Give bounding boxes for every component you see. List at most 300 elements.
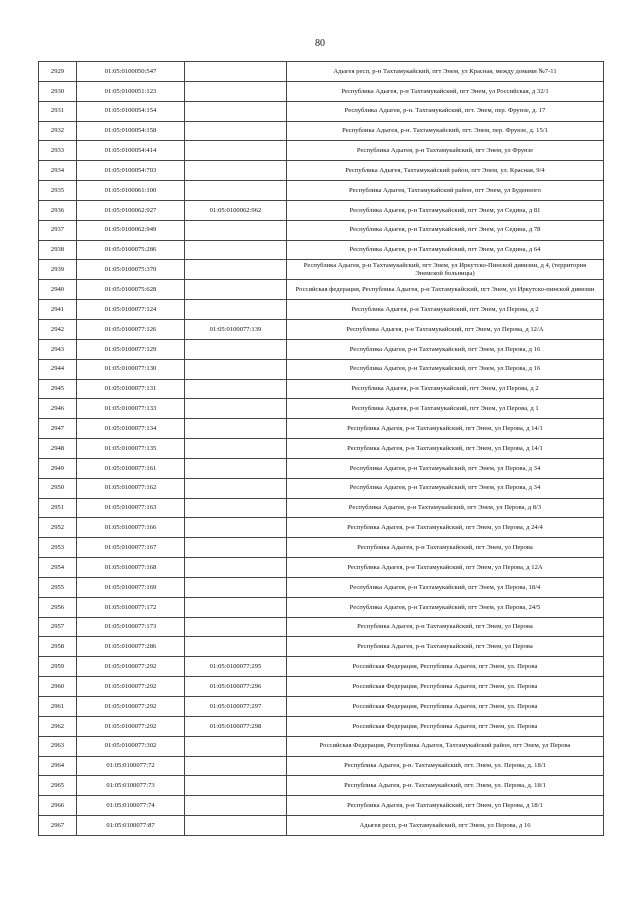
row-number-cell bbox=[39, 518, 77, 538]
row-number-cell-text: 2947 bbox=[50, 424, 65, 432]
cadastral-number-cell bbox=[77, 796, 185, 816]
address-cell-text: Республика Адыгея, р-н Тахтамукайский, пгт Энем, ул Перова, 24/5 bbox=[349, 603, 541, 611]
address-cell-text: Республика Адыгея, р-н Тахтамукайский, пгт Энем, ул Перова bbox=[357, 623, 533, 631]
row-number-cell bbox=[39, 200, 77, 220]
cadastral-number-cell bbox=[77, 637, 185, 657]
row-number-cell bbox=[39, 240, 77, 260]
address-cell-text: Республика Адыгея, р-н. Тахтамукайский, пгт. Энем, ул. Перова, д. 18/1 bbox=[344, 782, 546, 790]
row-number-cell bbox=[39, 498, 77, 518]
related-cadastral-number-cell bbox=[185, 101, 287, 121]
cadastral-number-cell bbox=[77, 597, 185, 617]
related-cadastral-number-cell bbox=[185, 81, 287, 101]
cadastral-number-cell-text: 01:05:0100077:302 bbox=[104, 742, 157, 750]
address-cell-text: Республика Адыгея, р-н Тахтамукайский, пгт Энем, ул Перова, д 14/1 bbox=[347, 424, 543, 432]
cadastral-number-cell bbox=[77, 617, 185, 637]
row-number-cell-text: 2940 bbox=[50, 286, 65, 293]
row-number-cell bbox=[39, 181, 77, 201]
address-cell bbox=[287, 697, 604, 717]
table-row bbox=[39, 220, 604, 240]
row-number-cell bbox=[39, 439, 77, 459]
related-cadastral-number-cell-text: 01:05:0100077:297 bbox=[209, 702, 262, 710]
address-cell-text: Республика Адыгея, р-н Тахтамукайский, пгт Энем, ул Перова, 18/4 bbox=[349, 583, 541, 591]
cadastral-number-cell-text: 01:05:0100051:123 bbox=[104, 87, 157, 95]
related-cadastral-number-cell bbox=[185, 62, 287, 82]
row-number-cell bbox=[39, 339, 77, 359]
address-cell-text: Российская Федерация, Республика Адыгея, Тахтамукайский район, пгт Энем, ул Перова bbox=[319, 742, 571, 750]
related-cadastral-number-cell bbox=[185, 677, 287, 697]
table-row bbox=[39, 657, 604, 677]
row-number-cell bbox=[39, 419, 77, 439]
table-row bbox=[39, 776, 604, 796]
table-row bbox=[39, 617, 604, 637]
address-cell-text: Российская федерация, Республика Адыгея, р-н Тахтамукайский, пгт Энем, ул Иркутско-пинской дивизии bbox=[295, 286, 595, 293]
cadastral-number-cell-text: 01:05:0100054:154 bbox=[104, 107, 157, 115]
address-cell-text: Республика Адыгея, р-н Тахтамукайский, пгт Энем, ул Российская, д 32/1 bbox=[341, 87, 549, 95]
row-number-cell-text: 2933 bbox=[50, 147, 65, 155]
row-number-cell-text: 2930 bbox=[50, 87, 65, 95]
row-number-cell bbox=[39, 736, 77, 756]
related-cadastral-number-cell bbox=[185, 181, 287, 201]
address-cell-text: Республика Адыгея, р-н Тахтамукайский, пгт Энем, ул Перова, д 16 bbox=[349, 345, 541, 353]
row-number-cell bbox=[39, 677, 77, 697]
cadastral-number-cell-text: 01:05:0100077:129 bbox=[104, 345, 157, 353]
address-cell bbox=[287, 637, 604, 657]
row-number-cell bbox=[39, 776, 77, 796]
address-cell-text: Российская Федерация, Республика Адыгея, пгт Энем, ул. Перова bbox=[352, 682, 538, 690]
cadastral-number-cell-text: 01:05:0100077:168 bbox=[104, 563, 157, 571]
table-row bbox=[39, 597, 604, 617]
cadastral-number-cell-text: 01:05:0100077:161 bbox=[104, 464, 157, 472]
cadastral-number-cell-text: 01:05:0100077:172 bbox=[104, 603, 157, 611]
row-number-cell-text: 2965 bbox=[50, 782, 65, 790]
address-cell-text: Республика Адыгея, Тахтамукайский район, пгт Энем, ул. Красная, 9/4 bbox=[345, 166, 545, 174]
cadastral-number-cell bbox=[77, 518, 185, 538]
related-cadastral-number-cell bbox=[185, 736, 287, 756]
row-number-cell-text: 2935 bbox=[50, 186, 65, 194]
row-number-cell bbox=[39, 796, 77, 816]
row-number-cell bbox=[39, 359, 77, 379]
cadastral-number-cell bbox=[77, 81, 185, 101]
address-cell-text: Республика Адыгея, р-н Тахтамукайский, пгт Энем, ул Перова, д 12/А bbox=[346, 325, 544, 333]
table-row bbox=[39, 280, 604, 300]
address-cell bbox=[287, 359, 604, 379]
table-row bbox=[39, 478, 604, 498]
table-row bbox=[39, 816, 604, 836]
cadastral-number-cell bbox=[77, 181, 185, 201]
row-number-cell bbox=[39, 141, 77, 161]
row-number-cell-text: 2953 bbox=[50, 543, 65, 551]
row-number-cell bbox=[39, 458, 77, 478]
address-cell bbox=[287, 478, 604, 498]
row-number-cell-text: 2943 bbox=[50, 345, 65, 353]
cadastral-number-cell-text: 01:05:0100077:162 bbox=[104, 484, 157, 492]
row-number-cell-text: 2961 bbox=[50, 702, 65, 710]
row-number-cell-text: 2952 bbox=[50, 524, 65, 532]
address-cell bbox=[287, 419, 604, 439]
cadastral-number-cell-text: 01:05:0100077:167 bbox=[104, 543, 157, 551]
address-cell-text: Республика Адыгея, р-н Тахтамукайский, пгт Энем, ул Перова, д 14/1 bbox=[347, 444, 543, 452]
cadastral-number-cell bbox=[77, 538, 185, 558]
address-cell-text: Республика Адыгея, р-н Тахтамукайский, пгт Энем, ул Перова, д 34 bbox=[349, 484, 541, 492]
cadastral-number-cell bbox=[77, 62, 185, 82]
row-number-cell-text: 2954 bbox=[50, 563, 65, 571]
related-cadastral-number-cell bbox=[185, 577, 287, 597]
table-row bbox=[39, 419, 604, 439]
address-cell bbox=[287, 458, 604, 478]
row-number-cell bbox=[39, 300, 77, 320]
address-cell bbox=[287, 161, 604, 181]
row-number-cell-text: 2941 bbox=[50, 305, 65, 313]
address-cell bbox=[287, 319, 604, 339]
related-cadastral-number-cell bbox=[185, 339, 287, 359]
row-number-cell-text: 2956 bbox=[50, 603, 65, 611]
related-cadastral-number-cell bbox=[185, 796, 287, 816]
row-number-cell-text: 2960 bbox=[50, 682, 65, 690]
cadastral-number-cell bbox=[77, 736, 185, 756]
address-cell bbox=[287, 439, 604, 459]
table-row bbox=[39, 181, 604, 201]
cadastral-number-cell-text: 01:05:0100077:133 bbox=[104, 405, 157, 413]
registry-table-body bbox=[39, 62, 604, 836]
row-number-cell-text: 2957 bbox=[50, 623, 65, 631]
address-cell bbox=[287, 62, 604, 82]
cadastral-number-cell-text: 01:05:0100075:286 bbox=[104, 246, 157, 254]
cadastral-number-cell bbox=[77, 577, 185, 597]
address-cell-text: Республика Адыгея, р-н. Тахтамукайский, пгт. Энем, ул. Перова, д. 18/1 bbox=[344, 762, 546, 770]
cadastral-number-cell bbox=[77, 200, 185, 220]
address-cell bbox=[287, 796, 604, 816]
cadastral-number-cell-text: 01:05:0100062:927 bbox=[104, 206, 157, 214]
row-number-cell bbox=[39, 577, 77, 597]
table-row bbox=[39, 359, 604, 379]
table-row bbox=[39, 736, 604, 756]
row-number-cell-text: 2949 bbox=[50, 464, 65, 472]
related-cadastral-number-cell bbox=[185, 657, 287, 677]
address-cell bbox=[287, 756, 604, 776]
cadastral-number-cell-text: 01:05:0100077:163 bbox=[104, 504, 157, 512]
cadastral-number-cell bbox=[77, 498, 185, 518]
table-row bbox=[39, 796, 604, 816]
related-cadastral-number-cell bbox=[185, 419, 287, 439]
table-row bbox=[39, 399, 604, 419]
related-cadastral-number-cell bbox=[185, 319, 287, 339]
cadastral-number-cell-text: 01:05:0100077:130 bbox=[104, 365, 157, 373]
table-row bbox=[39, 339, 604, 359]
cadastral-number-cell-text: 01:05:0100077:292 bbox=[104, 663, 157, 671]
cadastral-number-cell-text: 01:05:0100077:73 bbox=[106, 782, 155, 790]
cadastral-number-cell-text: 01:05:0100077:72 bbox=[106, 762, 155, 770]
row-number-cell-text: 2936 bbox=[50, 206, 65, 214]
address-cell-text: Республика Адыгея, р-н Тахтамукайский, пгт Энем, ул Седина, д 81 bbox=[349, 206, 541, 214]
row-number-cell-text: 2946 bbox=[50, 405, 65, 413]
cadastral-number-cell-text: 01:05:0100077:166 bbox=[104, 524, 157, 532]
cadastral-number-cell bbox=[77, 101, 185, 121]
cadastral-number-cell-text: 01:05:0100077:131 bbox=[104, 385, 157, 393]
address-cell-text: Российская Федерация, Республика Адыгея, пгт Энем, ул. Перова bbox=[352, 702, 538, 710]
cadastral-number-cell bbox=[77, 300, 185, 320]
row-number-cell-text: 2958 bbox=[50, 643, 65, 651]
row-number-cell bbox=[39, 657, 77, 677]
row-number-cell bbox=[39, 597, 77, 617]
related-cadastral-number-cell bbox=[185, 121, 287, 141]
page-number: 80 bbox=[315, 38, 325, 49]
related-cadastral-number-cell bbox=[185, 816, 287, 836]
table-row bbox=[39, 161, 604, 181]
address-cell bbox=[287, 577, 604, 597]
table-row bbox=[39, 558, 604, 578]
address-cell-text: Российская Федерация, Республика Адыгея, пгт Энем, ул. Перова bbox=[352, 663, 538, 671]
cadastral-number-cell-text: 01:05:0100075:370 bbox=[104, 266, 157, 274]
related-cadastral-number-cell bbox=[185, 538, 287, 558]
related-cadastral-number-cell bbox=[185, 141, 287, 161]
table-row bbox=[39, 716, 604, 736]
address-cell-text: Республика Адыгея, р-н Тахтамукайский, пгт Энем, ул Перова, д 8/3 bbox=[348, 504, 542, 512]
related-cadastral-number-cell-text: 01:05:0100077:298 bbox=[209, 722, 262, 730]
related-cadastral-number-cell bbox=[185, 558, 287, 578]
row-number-cell-text: 2931 bbox=[50, 107, 65, 115]
address-cell bbox=[287, 260, 604, 280]
related-cadastral-number-cell bbox=[185, 697, 287, 717]
address-cell-text: Адыгея респ, р-н Тахтамукайский, пгт Энем, ул Перова, д 16 bbox=[359, 821, 531, 829]
related-cadastral-number-cell bbox=[185, 597, 287, 617]
cadastral-number-cell-text: 01:05:0100077:124 bbox=[104, 305, 157, 313]
row-number-cell-text: 2962 bbox=[50, 722, 65, 730]
related-cadastral-number-cell-text: 01:05:0100062:962 bbox=[209, 206, 262, 214]
cadastral-number-cell bbox=[77, 260, 185, 280]
cadastral-number-cell bbox=[77, 220, 185, 240]
table-row bbox=[39, 319, 604, 339]
table-row bbox=[39, 300, 604, 320]
address-cell-text: Адыгея респ, р-н Тахтамукайский, пгт Энем, ул Красная, между домами №7-11 bbox=[333, 67, 557, 75]
table-row bbox=[39, 518, 604, 538]
address-cell bbox=[287, 776, 604, 796]
row-number-cell-text: 2951 bbox=[50, 504, 65, 512]
row-number-cell-text: 2964 bbox=[50, 762, 65, 770]
address-cell-text: Республика Адыгея, р-н Тахтамукайский, пгт Энем, ул Перова, д 2 bbox=[351, 305, 539, 313]
cadastral-number-cell bbox=[77, 478, 185, 498]
address-cell-text: Республика Адыгея, р-н Тахтамукайский, пгт Энем, ул Иркутско-Пинской дивизии, д 4, (территория Энемской больницы) bbox=[303, 262, 587, 277]
cadastral-number-cell-text: 01:05:0100077:292 bbox=[104, 702, 157, 710]
row-number-cell-text: 2932 bbox=[50, 127, 65, 135]
row-number-cell-text: 2942 bbox=[50, 325, 65, 333]
address-cell-text: Республика Адыгея, р-н Тахтамукайский, пгт Энем, ул Перова, д 16 bbox=[349, 365, 541, 373]
cadastral-number-cell bbox=[77, 816, 185, 836]
address-cell bbox=[287, 280, 604, 300]
related-cadastral-number-cell bbox=[185, 617, 287, 637]
related-cadastral-number-cell bbox=[185, 716, 287, 736]
row-number-cell bbox=[39, 220, 77, 240]
table-row bbox=[39, 62, 604, 82]
table-row bbox=[39, 439, 604, 459]
address-cell bbox=[287, 399, 604, 419]
related-cadastral-number-cell bbox=[185, 161, 287, 181]
cadastral-number-cell bbox=[77, 716, 185, 736]
row-number-cell-text: 2966 bbox=[50, 801, 65, 809]
cadastral-number-cell-text: 01:05:0100077:286 bbox=[104, 643, 157, 651]
table-row bbox=[39, 379, 604, 399]
cadastral-number-cell bbox=[77, 339, 185, 359]
address-cell-text: Республика Адыгея, р-н Тахтамукайский, пгт Энем, ул Перова, д 2 bbox=[351, 385, 539, 393]
row-number-cell-text: 2929 bbox=[50, 67, 65, 75]
table-row bbox=[39, 200, 604, 220]
cadastral-number-cell bbox=[77, 280, 185, 300]
address-cell-text: Республика Адыгея, р-н Тахтамукайский, пгт Энем, ул Перова, д 1 bbox=[351, 405, 539, 413]
address-cell bbox=[287, 339, 604, 359]
row-number-cell bbox=[39, 62, 77, 82]
address-cell-text: Республика Адыгея, р-н. Тахтамукайский, пгт. Энем, пер. Фрунзе, д. 15/1 bbox=[342, 127, 548, 135]
cadastral-number-cell bbox=[77, 439, 185, 459]
address-cell-text: Республика Адыгея, р-н Тахтамукайский, пгт Энем, ул Седина, д 64 bbox=[349, 246, 541, 254]
table-row bbox=[39, 677, 604, 697]
address-cell bbox=[287, 379, 604, 399]
cadastral-number-cell-text: 01:05:0100077:173 bbox=[104, 623, 157, 631]
related-cadastral-number-cell bbox=[185, 498, 287, 518]
related-cadastral-number-cell bbox=[185, 756, 287, 776]
row-number-cell bbox=[39, 538, 77, 558]
row-number-cell-text: 2963 bbox=[50, 742, 65, 750]
row-number-cell-text: 2944 bbox=[50, 365, 65, 373]
cadastral-number-cell bbox=[77, 161, 185, 181]
row-number-cell bbox=[39, 319, 77, 339]
table-row bbox=[39, 141, 604, 161]
registry-table bbox=[38, 61, 604, 836]
table-row bbox=[39, 697, 604, 717]
row-number-cell bbox=[39, 637, 77, 657]
address-cell bbox=[287, 181, 604, 201]
related-cadastral-number-cell bbox=[185, 776, 287, 796]
cadastral-number-cell-text: 01:05:0100077:74 bbox=[106, 801, 155, 809]
row-number-cell bbox=[39, 101, 77, 121]
cadastral-number-cell bbox=[77, 458, 185, 478]
address-cell bbox=[287, 81, 604, 101]
cadastral-number-cell-text: 01:05:0100077:87 bbox=[106, 821, 155, 829]
cadastral-number-cell bbox=[77, 558, 185, 578]
row-number-cell bbox=[39, 478, 77, 498]
address-cell-text: Республика Адыгея, р-н Тахтамукайский, пгт Энем, ул Перова bbox=[357, 543, 533, 551]
row-number-cell bbox=[39, 121, 77, 141]
related-cadastral-number-cell-text: 01:05:0100077:296 bbox=[209, 682, 262, 690]
row-number-cell bbox=[39, 816, 77, 836]
row-number-cell-text: 2945 bbox=[50, 385, 65, 393]
table-row bbox=[39, 260, 604, 280]
cadastral-number-cell-text: 01:05:0100077:135 bbox=[104, 444, 157, 452]
cadastral-number-cell bbox=[77, 697, 185, 717]
table-row bbox=[39, 101, 604, 121]
cadastral-number-cell-text: 01:05:0100077:292 bbox=[104, 722, 157, 730]
related-cadastral-number-cell bbox=[185, 220, 287, 240]
address-cell-text: Республика Адыгея, р-н Тахтамукайский, пгт Энем, ул Перова, д 24/4 bbox=[347, 524, 543, 532]
cadastral-number-cell bbox=[77, 240, 185, 260]
row-number-cell bbox=[39, 617, 77, 637]
address-cell-text: Республика Адыгея, р-н Тахтамукайский, пгт Энем, ул Перова, д 34 bbox=[349, 464, 541, 472]
related-cadastral-number-cell bbox=[185, 399, 287, 419]
related-cadastral-number-cell bbox=[185, 478, 287, 498]
row-number-cell bbox=[39, 379, 77, 399]
row-number-cell-text: 2967 bbox=[50, 821, 65, 829]
cadastral-number-cell-text: 01:05:0100077:169 bbox=[104, 583, 157, 591]
related-cadastral-number-cell bbox=[185, 379, 287, 399]
address-cell bbox=[287, 518, 604, 538]
address-cell bbox=[287, 220, 604, 240]
cadastral-number-cell bbox=[77, 399, 185, 419]
address-cell bbox=[287, 141, 604, 161]
address-cell bbox=[287, 240, 604, 260]
related-cadastral-number-cell bbox=[185, 240, 287, 260]
cadastral-number-cell bbox=[77, 756, 185, 776]
cadastral-number-cell-text: 01:05:0100077:292 bbox=[104, 682, 157, 690]
address-cell bbox=[287, 677, 604, 697]
cadastral-number-cell-text: 01:05:0100054:158 bbox=[104, 127, 157, 135]
row-number-cell-text: 2934 bbox=[50, 166, 65, 174]
cadastral-number-cell-text: 01:05:0100077:126 bbox=[104, 325, 157, 333]
row-number-cell-text: 2950 bbox=[50, 484, 65, 492]
row-number-cell bbox=[39, 716, 77, 736]
row-number-cell bbox=[39, 697, 77, 717]
related-cadastral-number-cell bbox=[185, 458, 287, 478]
address-cell bbox=[287, 121, 604, 141]
address-cell bbox=[287, 597, 604, 617]
cadastral-number-cell bbox=[77, 319, 185, 339]
address-cell bbox=[287, 300, 604, 320]
address-cell-text: Республика Адыгея, р-н Тахтамукайский, пгт Энем, ул Перова, д 18/1 bbox=[347, 801, 543, 809]
row-number-cell-text: 2955 bbox=[50, 583, 65, 591]
cadastral-number-cell bbox=[77, 121, 185, 141]
address-cell-text: Республика Адыгея, р-н Тахтамукайский, пгт Энем, ул Перова bbox=[357, 643, 533, 651]
cadastral-number-cell bbox=[77, 776, 185, 796]
row-number-cell-text: 2939 bbox=[50, 266, 65, 274]
row-number-cell-text: 2938 bbox=[50, 246, 65, 254]
cadastral-number-cell-text: 01:05:0100054:414 bbox=[104, 147, 157, 155]
address-cell-text: Республика Адыгея, р-н Тахтамукайский, пгт Энем, ул Фрунзе bbox=[356, 147, 534, 155]
row-number-cell bbox=[39, 161, 77, 181]
row-number-cell-text: 2937 bbox=[50, 226, 65, 234]
related-cadastral-number-cell bbox=[185, 280, 287, 300]
cadastral-number-cell bbox=[77, 379, 185, 399]
related-cadastral-number-cell bbox=[185, 439, 287, 459]
table-row bbox=[39, 458, 604, 478]
cadastral-number-cell bbox=[77, 419, 185, 439]
table-row bbox=[39, 637, 604, 657]
address-cell bbox=[287, 538, 604, 558]
row-number-cell bbox=[39, 81, 77, 101]
address-cell-text: Республика Адыгея, Тахтамукайский район, пгт Энем, ул Буденного bbox=[349, 186, 541, 194]
address-cell bbox=[287, 617, 604, 637]
address-cell-text: Республика Адыгея, р-н. Тахтамукайский, пгт. Энем, пер. Фрунзе, д. 17 bbox=[344, 107, 546, 115]
row-number-cell-text: 2948 bbox=[50, 444, 65, 452]
table-row bbox=[39, 81, 604, 101]
related-cadastral-number-cell bbox=[185, 200, 287, 220]
row-number-cell bbox=[39, 558, 77, 578]
table-row bbox=[39, 498, 604, 518]
address-cell bbox=[287, 736, 604, 756]
cadastral-number-cell bbox=[77, 359, 185, 379]
row-number-cell bbox=[39, 280, 77, 300]
table-row bbox=[39, 756, 604, 776]
related-cadastral-number-cell bbox=[185, 359, 287, 379]
table-row bbox=[39, 577, 604, 597]
address-cell bbox=[287, 558, 604, 578]
table-row bbox=[39, 121, 604, 141]
address-cell bbox=[287, 101, 604, 121]
cadastral-number-cell-text: 01:05:0100075:628 bbox=[104, 286, 157, 293]
address-cell bbox=[287, 816, 604, 836]
cadastral-number-cell-text: 01:05:0100062:949 bbox=[104, 226, 157, 234]
related-cadastral-number-cell bbox=[185, 518, 287, 538]
address-cell-text: Российская Федерация, Республика Адыгея, пгт Энем, ул. Перова bbox=[352, 722, 538, 730]
related-cadastral-number-cell bbox=[185, 637, 287, 657]
address-cell bbox=[287, 200, 604, 220]
table-row bbox=[39, 538, 604, 558]
